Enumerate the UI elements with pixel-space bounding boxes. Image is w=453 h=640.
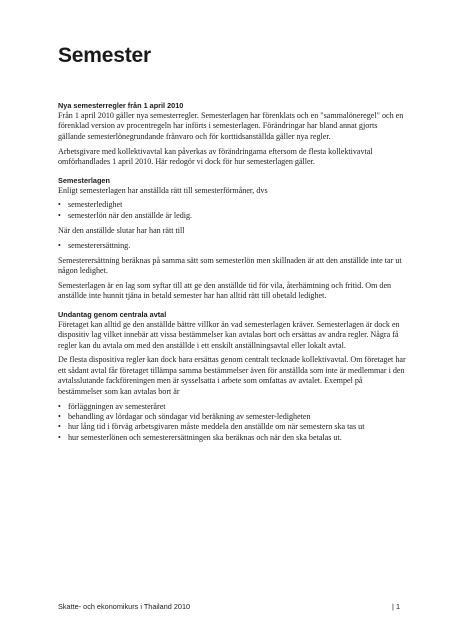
paragraph: Semesterersättning beräknas på samma sätt som semesterlön men skillnaden är att den anställde inte tar ut någon ledighet. [58,255,402,275]
section-new-rules [58,101,406,168]
list-item: • hur lång tid i förväg arbetsgivaren måste meddela den anställde om när semestern ska tas ut [58,422,406,432]
list-item: • hur semesterlönen och semesterersättningen ska beräknas och när den ska betalas ut. [58,433,406,443]
bullet-list [58,402,406,444]
list-item: • behandling av lördagar och söndagar vid beräkning av semester-ledigheten [58,412,406,422]
paragraph: När den anställde slutar har han rätt till [58,225,185,235]
list-item: • semesterersättning. [58,241,406,251]
footer-course-title: Skatte- och ekonomikurs i Thailand 2010 [58,602,191,611]
paragraph: Arbetsgivare med kollektivavtal kan påverkas av förändringarna eftersom de flesta kollektivavtal omförhandlades 1 april 2010. Här redogör vi dock för hur semesterlagen gäller. [58,146,373,167]
paragraph: Från 1 april 2010 gäller nya semesterregler. Semesterlagen har förenklats och en "sammalöneregel" och en förenklad version av procentregeln har införts i semesterlagen. Förändringar har bland annat gjorts gällande semesterlönegrundande frånvaro och för korttidsanställda gäller nya regler. [58,111,404,141]
bullet-list [58,200,406,221]
list-item: • semesterlön när den anställde är ledig. [58,211,406,221]
section-heading: Nya semesterregler från 1 april 2010 [58,101,184,110]
document-body [58,101,406,448]
page-footer [58,602,400,611]
paragraph: Företaget kan alltid ge den anställde bättre villkor än vad semesterlagen kräver. Semesterlagen är dock en dispositiv lag vilket innebär att vissa bestämmelser kan avtalas bort och ersättas av andra regler. Några få regler kan du avtala om med den anställde i ett enskilt anställningsavtal eller lokalt avtal. [58,319,400,350]
section-semesterlagen [58,176,406,302]
section-heading: Undantag genom centrala avtal [58,309,167,319]
section-undantag [58,310,406,443]
document-page [58,0,406,640]
paragraph: De flesta dispositiva regler kan dock bara ersättas genom centralt tecknade kollektivavtal. Om företaget har ett sådant avtal får företaget tillämpa samma bestämmelser även för anställda som inte är medlemmar i den avtalsslutande fackföreningen men är sysselsatta i arbete som omfattas av avtalet. Exempel på bestämmelser som kan avtalas bort är [58,355,406,396]
list-item: • semesterledighet [58,200,406,210]
bullet-list [58,241,406,251]
list-item: • förläggningen av semesteråret [58,402,406,412]
paragraph: Semesterlagen är en lag som syftar till att ge den anställde tid för vila, återhämtning och fritid. Om den anställde inte hunnit tjäna in betald semester har han alltid rätt till obetald ledighet. [58,280,392,301]
paragraph: Enligt semesterlagen har anställda rätt till semesterförmåner, dvs [58,185,268,195]
page-number: | 1 [392,602,400,611]
page-title: Semester [58,44,151,67]
section-heading: Semesterlagen [58,175,110,185]
